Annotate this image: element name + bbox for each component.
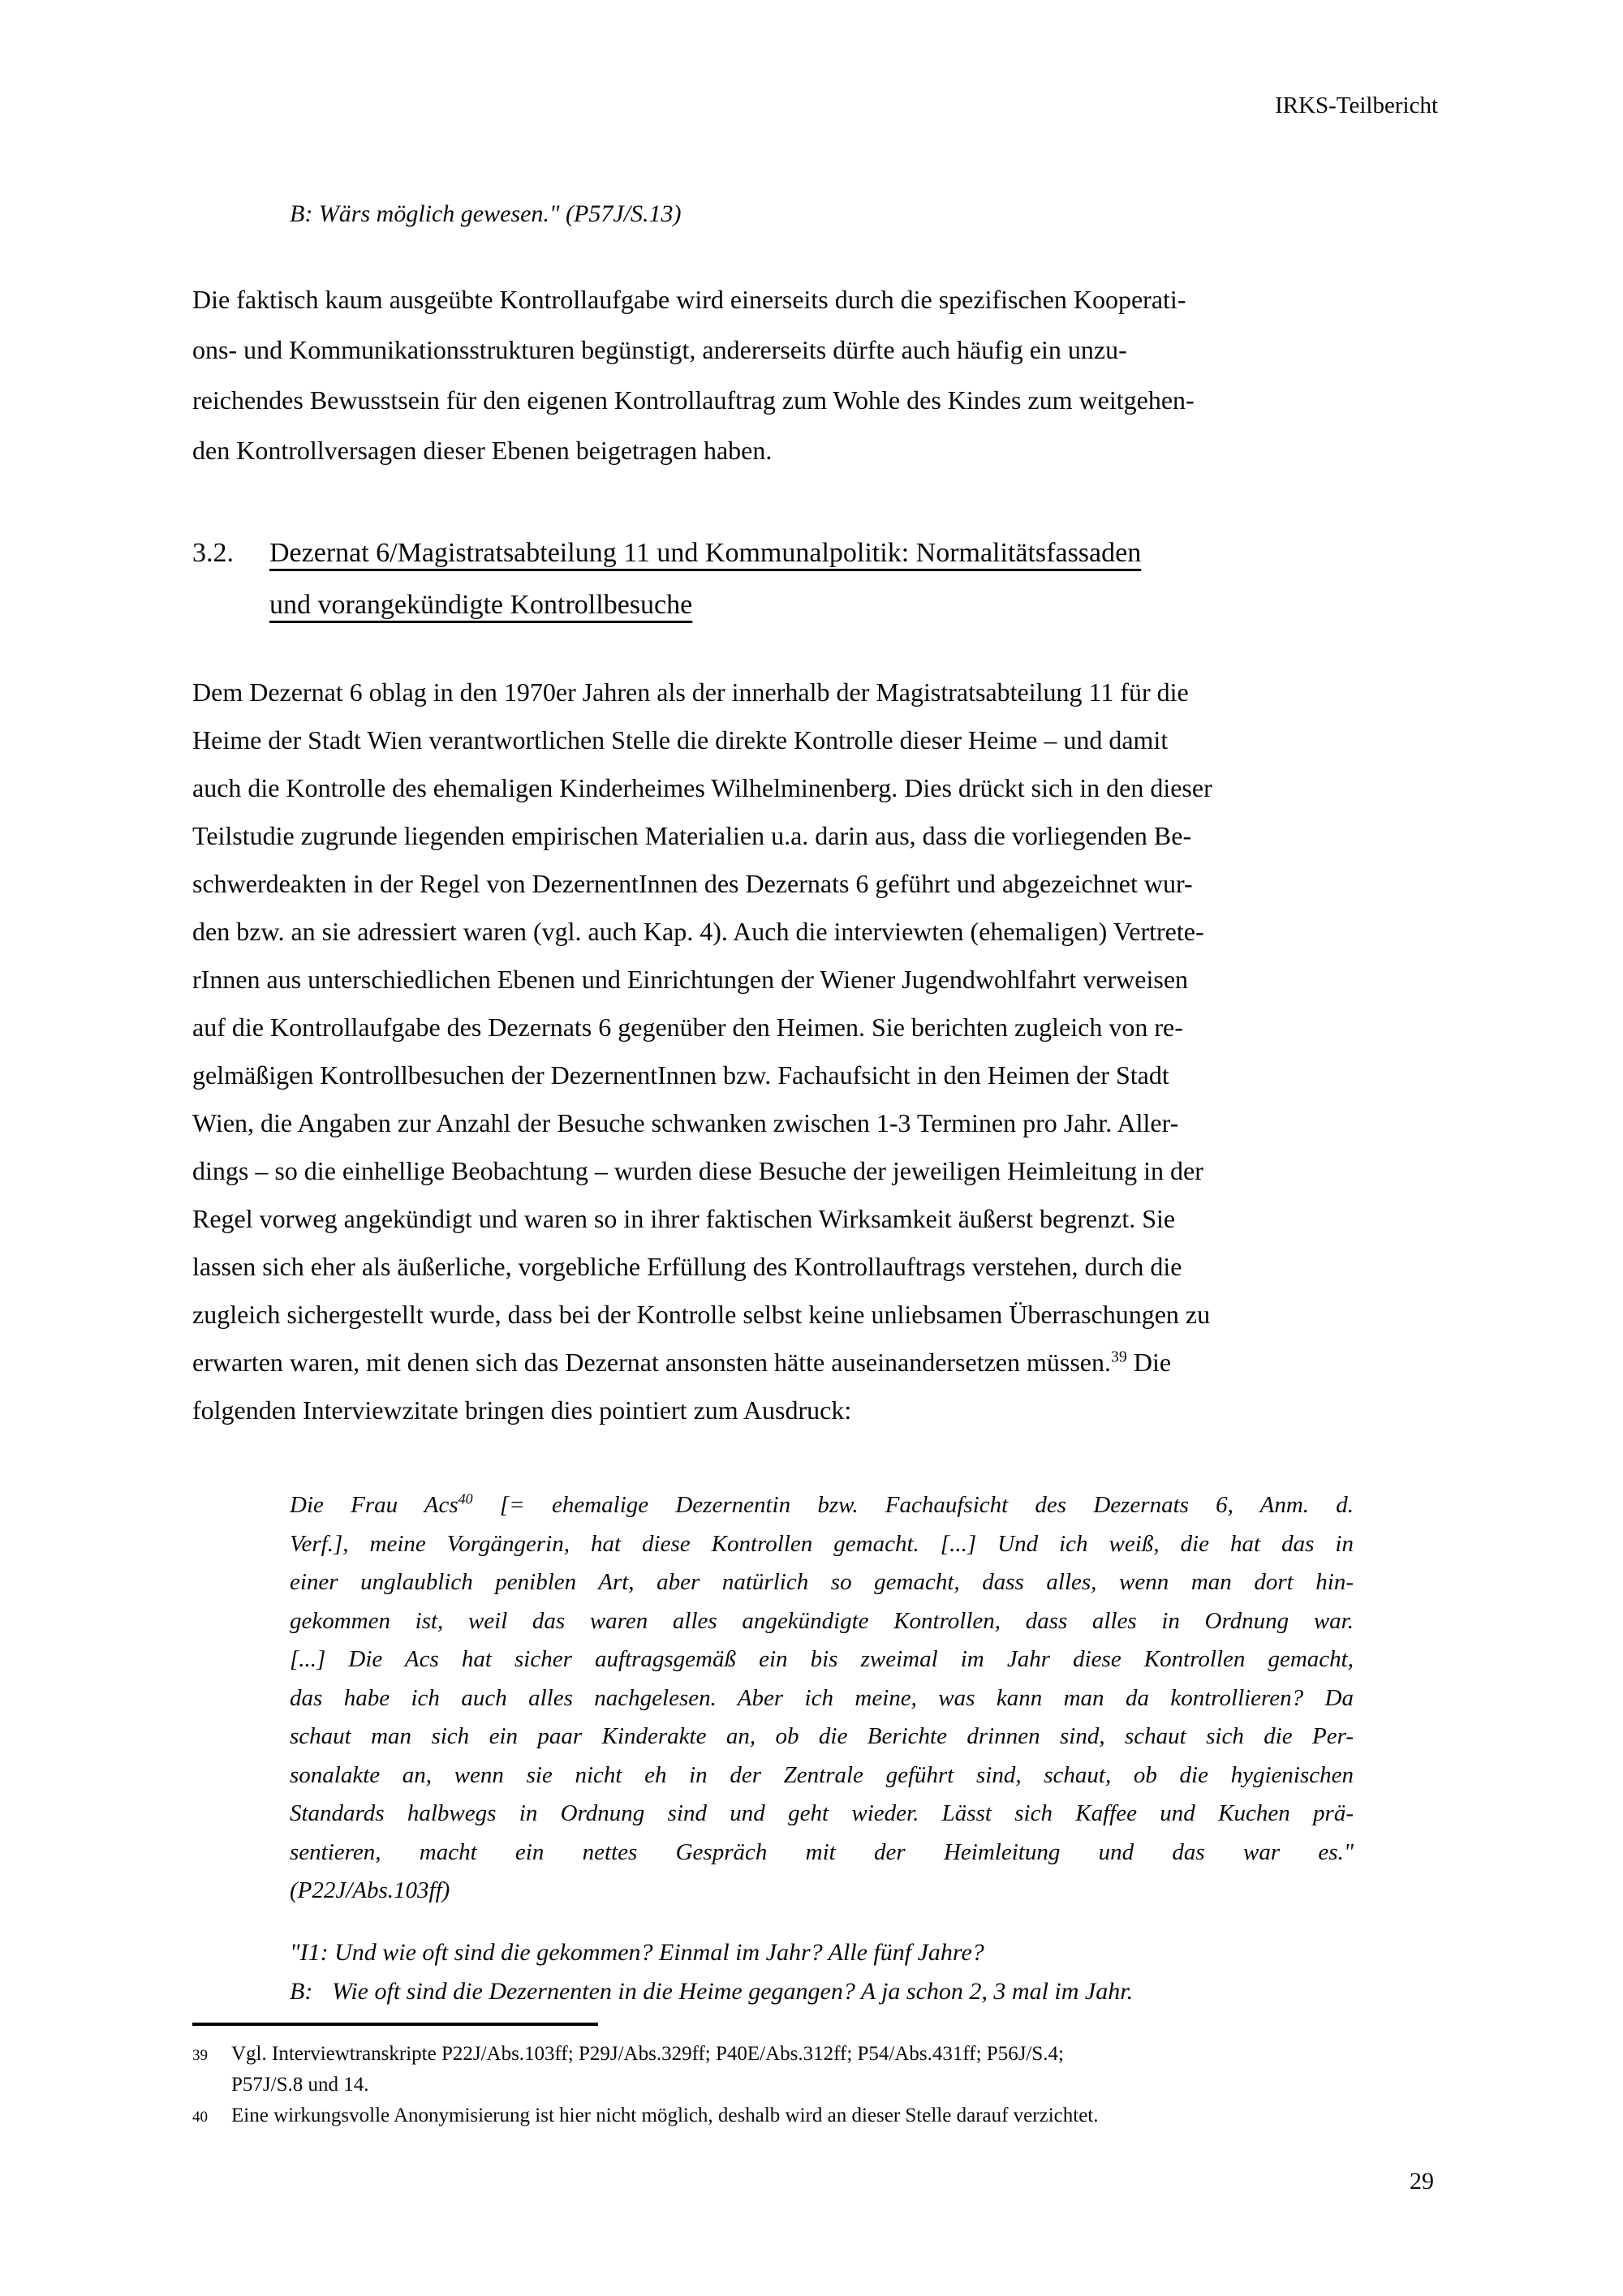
- page-number: 29: [1410, 2168, 1434, 2195]
- section-heading: [192, 527, 1442, 631]
- footnote-text: [231, 2100, 1418, 2133]
- text-segment: Wie oft sind die Dezernenten in die Heime gegangen? A ja schon 2, 3 mal im Jahr.: [332, 1977, 1134, 2005]
- text-line: auf die Kontrollaufgabe des Dezernats 6 gegenüber den Heimen. Sie berichten zugleich von re-: [192, 1013, 1183, 1042]
- dialog-line: [290, 1972, 1354, 2011]
- quote-line: sonalakte an, wenn sie nicht eh in der Zentrale geführt sind, schaut, ob die hygienischen: [290, 1761, 1354, 1788]
- text-line: den Kontrollversagen dieser Ebenen beigetragen haben.: [192, 436, 773, 465]
- text-segment: Die: [1126, 1348, 1172, 1377]
- text-line: Eine wirkungsvolle Anonymisierung ist hier nicht möglich, deshalb wird an dieser Stelle darauf verzichtet.: [231, 2105, 1099, 2126]
- footnotes-section: [192, 2039, 1418, 2133]
- footnote-reference-39: 39: [1111, 1348, 1127, 1366]
- text-line: Heime der Stadt Wien verantwortlichen Stelle die direkte Kontrolle dieser Heime – und damit: [192, 725, 1169, 755]
- text-line: dings – so die einhellige Beobachtung – wurden diese Besuche der jeweiligen Heimleitung in der: [192, 1156, 1203, 1185]
- footnote-marker: 39: [192, 2047, 208, 2064]
- text-line: P57J/S.8 und 14.: [231, 2074, 369, 2096]
- quote-line: schaut man sich ein paar Kinderakte an, ob die Berichte drinnen sind, schaut sich die Per-: [290, 1723, 1354, 1749]
- running-header: IRKS-Teilbericht: [1275, 92, 1438, 118]
- text-line: reichendes Bewusstsein für den eigenen Kontrollauftrag zum Wohle des Kindes zum weitgehen-: [192, 385, 1195, 415]
- quote-line: Verf.], meine Vorgängerin, hat diese Kontrollen gemacht. [...] Und ich weiß, die hat das in: [290, 1530, 1354, 1557]
- text-line: Die faktisch kaum ausgeübte Kontrollaufgabe wird einerseits durch die spezifischen Kooperati-: [192, 285, 1186, 314]
- text-line: folgenden Interviewzitate bringen dies pointiert zum Ausdruck:: [192, 1395, 852, 1425]
- quote-line: sentieren, macht ein nettes Gespräch mit der Heimleitung und das war es.": [290, 1838, 1354, 1865]
- dialog-speaker: B:: [290, 1977, 313, 2005]
- footnote-text: [231, 2039, 1418, 2100]
- footnote-39: [192, 2039, 1418, 2100]
- interview-dialog-quote: [290, 1933, 1354, 2010]
- quote-citation: (P22J/Abs.103ff): [290, 1877, 450, 1903]
- section-title-line: und vorangekündigte Kontrollbesuche: [269, 590, 693, 620]
- quote-line: gekommen ist, weil das waren alles angekündigte Kontrollen, dass alles in Ordnung war.: [290, 1607, 1354, 1634]
- section-number: 3.2.: [192, 538, 234, 568]
- text-line: Wien, die Angaben zur Anzahl der Besuche schwanken zwischen 1-3 Terminen pro Jahr. Aller-: [192, 1108, 1179, 1137]
- text-line: den bzw. an sie adressiert waren (vgl. auch Kap. 4). Auch die interviewten (ehemaligen) Vertrete-: [192, 917, 1204, 946]
- section-title: [269, 527, 1141, 631]
- footnote-40: [192, 2100, 1418, 2133]
- text-line: zugleich sichergestellt wurde, dass bei der Kontrolle selbst keine unliebsamen Überraschungen zu: [192, 1300, 1211, 1329]
- text-line: Vgl. Interviewtranskripte P22J/Abs.103ff; P29J/Abs.329ff; P40E/Abs.312ff; P54/Abs.431ff; P56J/S.4;: [231, 2043, 1064, 2065]
- quote-line: Standards halbwegs in Ordnung sind und geht wieder. Lässt sich Kaffee und Kuchen prä-: [290, 1800, 1354, 1826]
- quote-line-with-footnote-ref: [290, 1486, 1354, 1525]
- footnote-marker: 40: [192, 2109, 208, 2126]
- quote-line: einer unglaublich peniblen Art, aber natürlich so gemacht, dass alles, wenn man dort hin-: [290, 1569, 1354, 1595]
- text-line: Teilstudie zugrunde liegenden empirischen Materialien u.a. darin aus, dass die vorliegenden Be-: [192, 821, 1192, 850]
- body-paragraph-2: [192, 669, 1436, 1434]
- text-line: ons- und Kommunikationsstrukturen begünstigt, andererseits dürfte auch häufig ein unzu-: [192, 335, 1127, 364]
- text-line: lassen sich eher als äußerliche, vorgebliche Erfüllung des Kontrollauftrags verstehen, durch die: [192, 1252, 1182, 1281]
- interview-quote-top: B: Wärs möglich gewesen." (P57J/S.13): [290, 200, 682, 227]
- text-line: Regel vorweg angekündigt und waren so in ihrer faktischen Wirksamkeit äußerst begrenzt. Sie: [192, 1204, 1176, 1233]
- text-line: schwerdeakten in der Regel von DezernentInnen des Dezernats 6 geführt und abgezeichnet wur-: [192, 869, 1193, 898]
- footnote-separator: [192, 2023, 598, 2026]
- text-line: rInnen aus unterschiedlichen Ebenen und Einrichtungen der Wiener Jugendwohlfahrt verweisen: [192, 965, 1189, 994]
- section-title-line: Dezernat 6/Magistratsabteilung 11 und Kommunalpolitik: Normalitätsfassaden: [269, 538, 1142, 568]
- dialog-line: "I1: Und wie oft sind die gekommen? Einmal im Jahr? Alle fünf Jahre?: [290, 1939, 984, 1966]
- text-segment: erwarten waren, mit denen sich das Dezernat ansonsten hätte auseinandersetzen müssen.: [192, 1348, 1111, 1377]
- text-line-with-footnote-ref: [192, 1339, 1436, 1387]
- text-segment: Die Frau Acs: [290, 1492, 458, 1518]
- text-line: gelmäßigen Kontrollbesuchen der DezernentInnen bzw. Fachaufsicht in den Heimen der Stadt: [192, 1060, 1169, 1090]
- text-line: Dem Dezernat 6 oblag in den 1970er Jahren als der innerhalb der Magistratsabteilung 11 für die: [192, 677, 1189, 707]
- quote-line: [...] Die Acs hat sicher auftragsgemäß ein bis zweimal im Jahr diese Kontrollen gemacht,: [290, 1646, 1354, 1672]
- quote-line: das habe ich auch alles nachgelesen. Aber ich meine, was kann man da kontrollieren? Da: [290, 1684, 1354, 1711]
- footnote-reference-40: 40: [458, 1490, 473, 1507]
- body-paragraph-1: [192, 274, 1436, 475]
- text-line: auch die Kontrolle des ehemaligen Kinderheimes Wilhelminenberg. Dies drückt sich in den dieser: [192, 773, 1212, 802]
- interview-block-quote: [290, 1486, 1354, 1911]
- text-segment: [= ehemalige Dezernentin bzw. Fachaufsicht des Dezernats 6, Anm. d.: [472, 1492, 1354, 1518]
